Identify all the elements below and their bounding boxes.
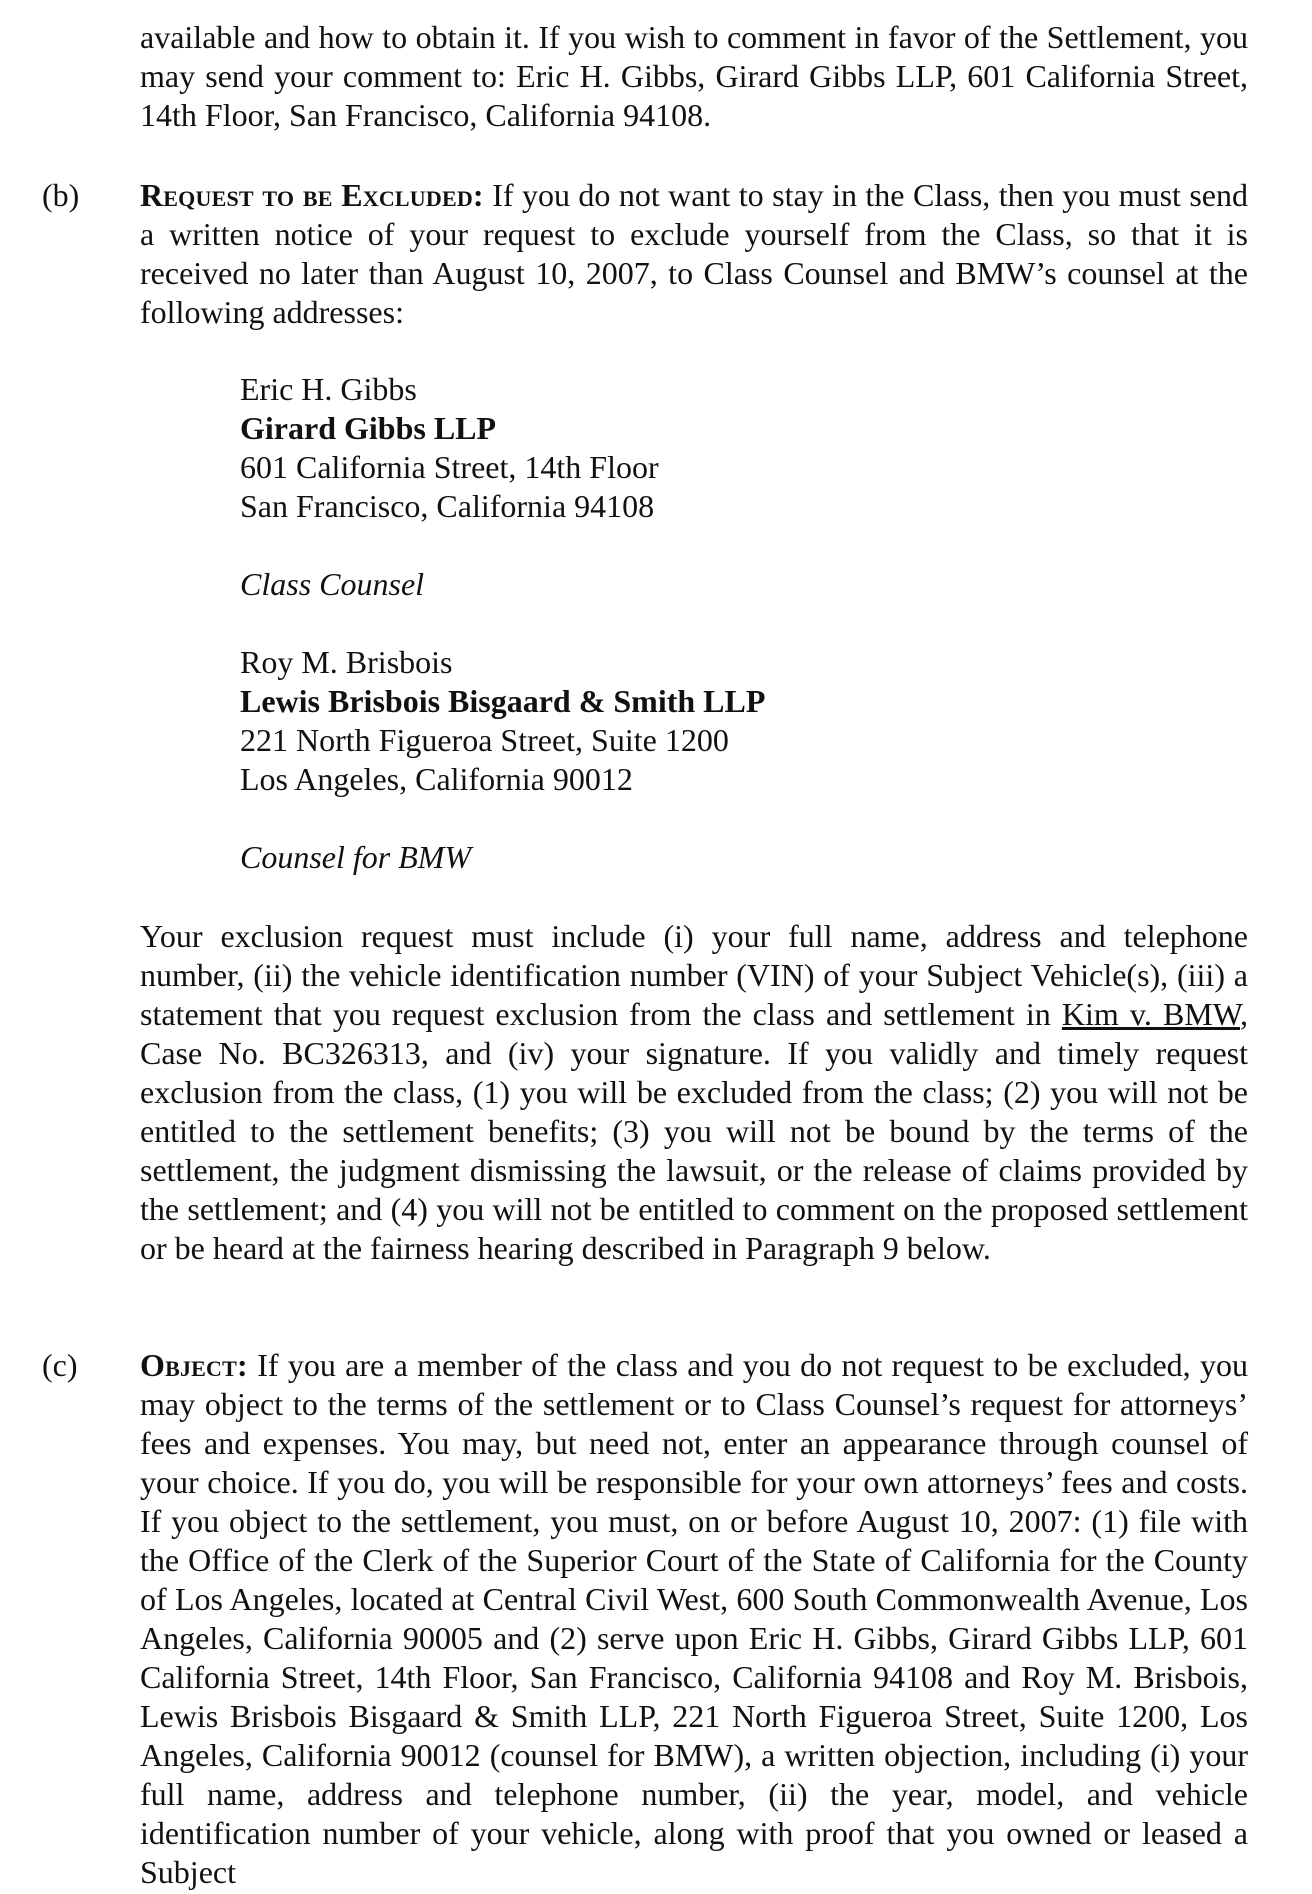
section-b-heading: Request to be Excluded: — [140, 177, 484, 213]
intro-paragraph — [140, 18, 1248, 135]
class-counsel-address — [240, 370, 1040, 526]
section-b-text: If you do not want to stay in the Class, then you must send a written notice of your request to exclude yourself from the Class, so that it is received no later than August 10, 2007, to Class Counsel and BMW’s counsel at the following addresses: — [140, 177, 1249, 330]
exclusion-text-2: , Case No. BC326313, and (iv) your signature. If you validly and timely request exclusion from the class, (1) you will be excluded from the class; (2) you will not be entitled to the settlement benefits; (3) you will not be bound by the terms of the settlement, the judgment dismissing the lawsuit, or the release of claims provided by the settlement; and (4) you will not be entitled to comment on the proposed settlement or be heard at the fairness hearing described in Paragraph 9 below. — [140, 996, 1249, 1266]
bmw-counsel-address — [240, 643, 1040, 799]
address1-city: San Francisco, California 94108 — [240, 488, 655, 524]
address2-city: Los Angeles, California 90012 — [240, 761, 633, 797]
address2-name: Roy M. Brisbois — [240, 644, 453, 680]
section-c-paragraph — [140, 1346, 1248, 1892]
section-b-paragraph — [140, 176, 1248, 332]
exclusion-text-1: Your exclusion request must include (i) your full name, address and telephone number, (ii) the vehicle identification number (VIN) of your Subject Vehicle(s), (iii) a statement that you request exclusion from the class and settlement in — [140, 918, 1248, 1032]
address1-firm: Girard Gibbs LLP — [240, 410, 497, 446]
section-c-heading: Object: — [140, 1347, 248, 1383]
address2-role-text: Counsel for BMW — [240, 839, 472, 875]
address1-name: Eric H. Gibbs — [240, 371, 417, 407]
intro-text: available and how to obtain it. If you wish to comment in favor of the Settlement, you may send your comment to: Eric H. Gibbs, Girard Gibbs LLP, 601 California Street, 14th Floor, San Francisco, California 94108. — [140, 19, 1248, 133]
address1-role — [240, 565, 1040, 604]
section-b-marker: (b) — [42, 177, 80, 213]
exclusion-paragraph — [140, 917, 1248, 1268]
address1-street: 601 California Street, 14th Floor — [240, 449, 659, 485]
address1-role-text: Class Counsel — [240, 566, 425, 602]
section-c-marker: (c) — [42, 1347, 78, 1383]
case-name: Kim v. BMW — [1061, 996, 1241, 1032]
section-c-text: If you are a member of the class and you do not request to be excluded, you may object to the terms of the settlement or to Class Counsel’s request for attorneys’ fees and expenses. You may, but need not, enter an appearance through counsel of your choice. If you do, you will be responsible for your own attorneys’ fees and costs. If you object to the settlement, you must, on or before August 10, 2007: (1) file with the Office of the Clerk of the Superior Court of the State of California for the County of Los Angeles, located at Central Civil West, 600 South Commonwealth Avenue, Los Angeles, California 90005 and (2) serve upon Eric H. Gibbs, Girard Gibbs LLP, 601 California Street, 14th Floor, San Francisco, California 94108 and Roy M. Brisbois, Lewis Brisbois Bisgaard & Smith LLP, 221 North Figueroa Street, Suite 1200, Los Angeles, California 90012 (counsel for BMW), a written objection, including (i) your full name, address and telephone number, (ii) the year, model, and vehicle identification number of your vehicle, along with proof that you owned or leased a Subject — [140, 1347, 1248, 1890]
address2-firm: Lewis Brisbois Bisgaard & Smith LLP — [240, 683, 766, 719]
address2-street: 221 North Figueroa Street, Suite 1200 — [240, 722, 729, 758]
address2-role — [240, 838, 1040, 877]
